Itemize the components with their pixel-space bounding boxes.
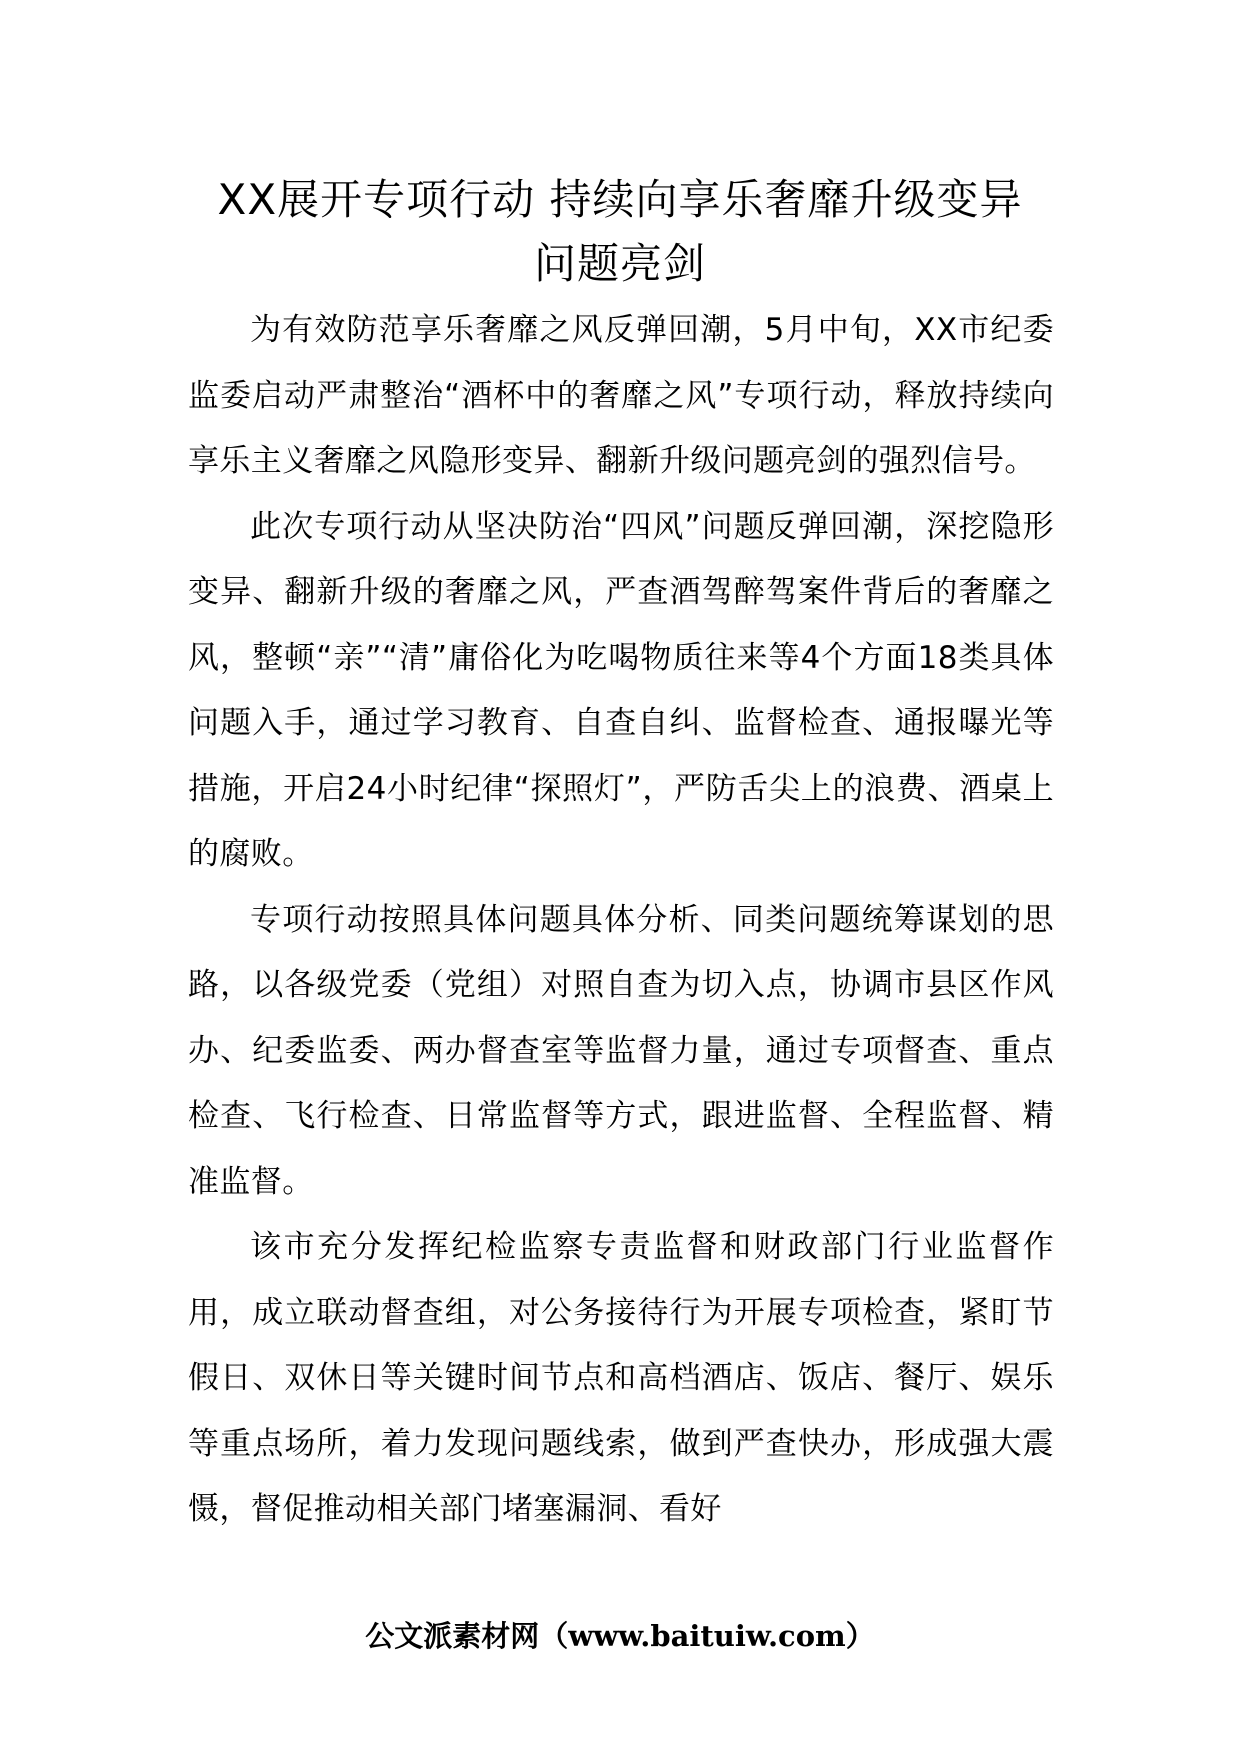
document-body [188, 298, 1054, 1543]
paragraph-1: 为有效防范享乐奢靡之风反弹回潮，5月中旬，XX市纪委监委启动严肃整治“酒杯中的奢靡之风”专项行动，释放持续向享乐主义奢靡之风隐形变异、翻新升级问题亮剑的强烈信号。 [188, 312, 1054, 479]
document-title-line-1: XX展开专项行动 持续向享乐奢靡升级变异 [217, 175, 1023, 224]
document-title-line-2: 问题亮剑 [533, 239, 706, 288]
document-title [150, 168, 1090, 296]
paragraph-3: 专项行动按照具体问题具体分析、同类问题统筹谋划的思路，以各级党委（党组）对照自查为切入点，协调市县区作风办、纪委监委、两办督查室等监督力量，通过专项督查、重点检查、飞行检查、日常监督等方式，跟进监督、全程监督、精准监督。 [188, 901, 1054, 1200]
paragraph-2: 此次专项行动从坚决防治“四风”问题反弹回潮，深挖隐形变异、翻新升级的奢靡之风，严查酒驾醉驾案件背后的奢靡之风，整顿“亲”“清”庸俗化为吃喝物质往来等4个方面18类具体问题入手，通过学习教育、自查自纠、监督检查、通报曝光等措施，开启24小时纪律“探照灯”，严防舌尖上的浪费、酒桌上的腐败。 [188, 508, 1054, 872]
page-footer-watermark: 公文派素材网（www.baituiw.com） [365, 1619, 875, 1653]
paragraph-4: 该市充分发挥纪检监察专责监督和财政部门行业监督作用，成立联动督查组，对公务接待行为开展专项检查，紧盯节假日、双休日等关键时间节点和高档酒店、饭店、餐厅、娱乐等重点场所，着力发现问题线索，做到严查快办，形成强大震慑，督促推动相关部门堵塞漏洞、看好 [188, 1229, 1054, 1527]
